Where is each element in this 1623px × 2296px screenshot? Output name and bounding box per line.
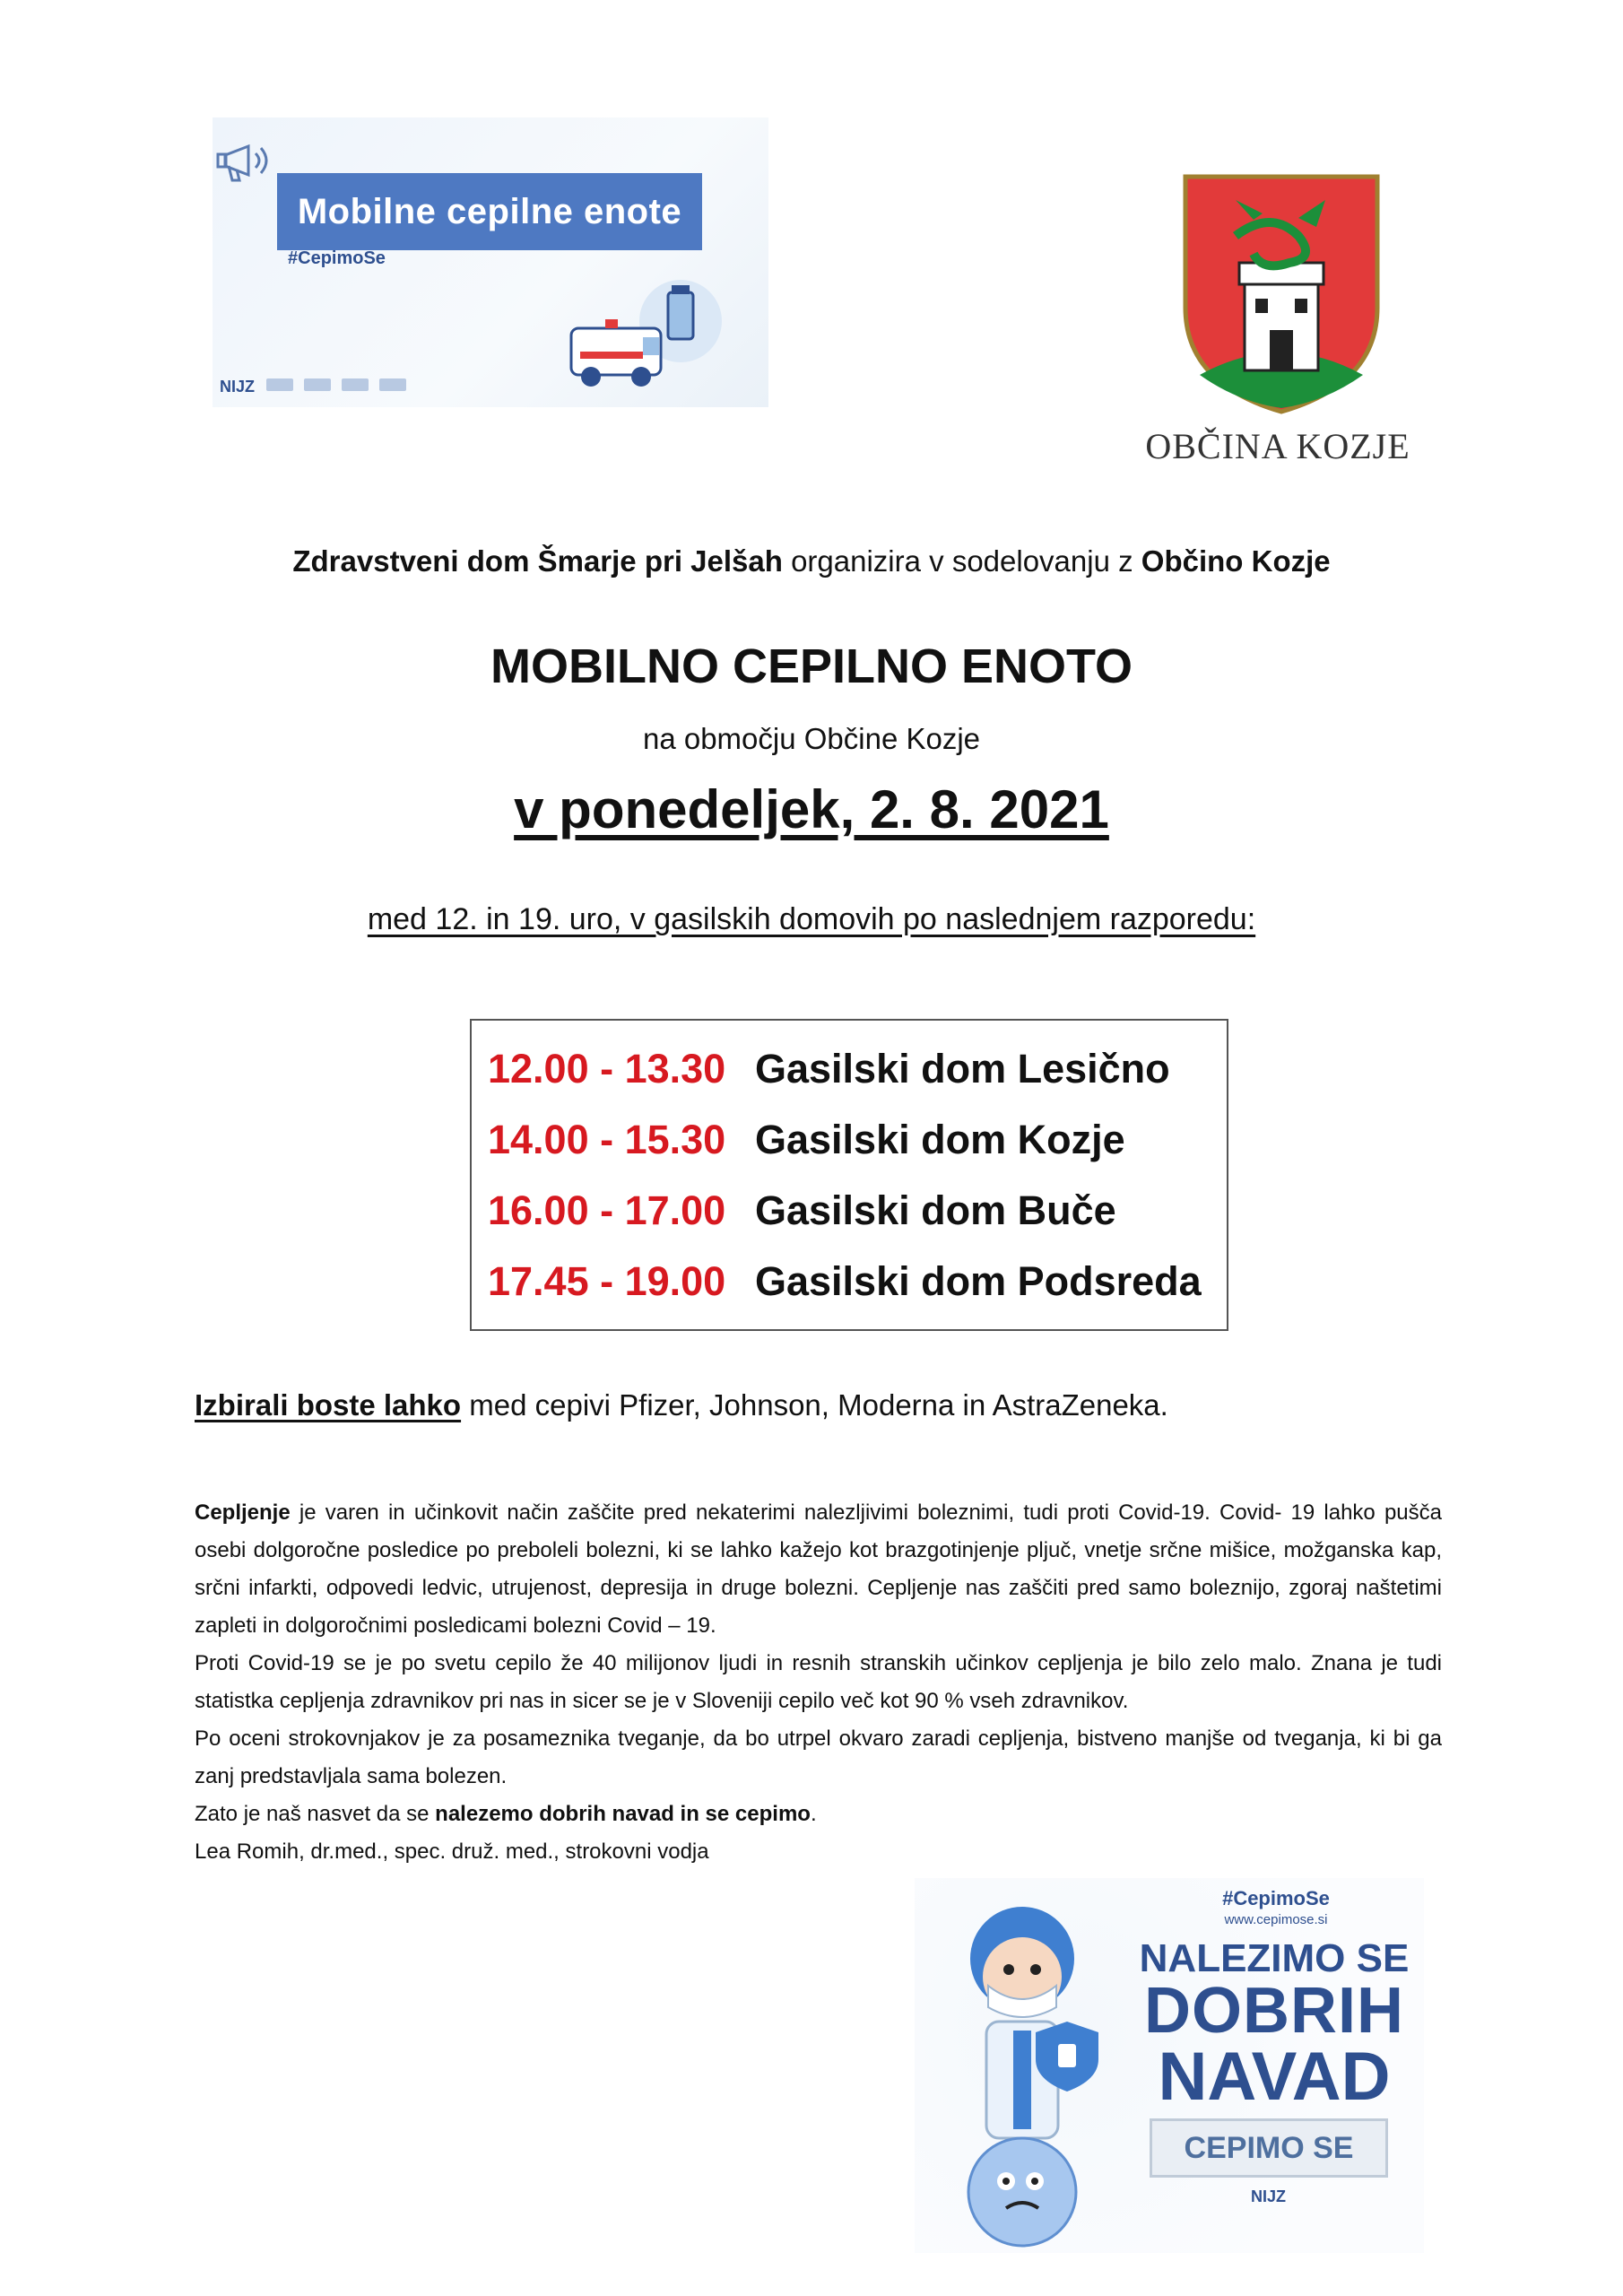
- choice-rest: med cepivi Pfizer, Johnson, Moderna in AstraZeneka.: [461, 1388, 1168, 1422]
- intro-line: [0, 544, 1623, 578]
- body-p4-end: .: [810, 1802, 817, 1826]
- poster-url: www.cepimose.si: [1224, 1912, 1328, 1927]
- timeframe-text: med 12. in 19. uro, v gasilskih domovih po naslednjem razporedu:: [367, 902, 1256, 936]
- slogan-line-3: NAVAD: [1158, 2039, 1391, 2115]
- intro-org: Zdravstveni dom Šmarje pri Jelšah: [292, 544, 783, 578]
- schedule-place: Gasilski dom Buče: [755, 1187, 1116, 1233]
- body-paragraph: Proti Covid-19 se je po svetu cepilo že 40 milijonov ljudi in resnih stranskih učinkov cepljenja je bilo zelo malo. Znana je tudi statistka cepljenja zdravnikov pri nas in sicer se je v Sloveniji cepilo več kot 90 % vseh zdravnikov.: [195, 1651, 1442, 1713]
- doctor-character-icon: [924, 1896, 1130, 2250]
- intro-partner: Občino Kozje: [1141, 544, 1331, 578]
- body-p1-text: je varen in učinkovit način zaščite pred nekaterimi nalezljivimi boleznimi, tudi proti Covid-19. Covid- 19 lahko pušča osebi dolgoročne posledice po preboleli bolezni, ki se lahko kažejo kot brazgotinjenje pljuč, vnetje srčne mišice, možganska kap, srčni infarkti, odpovedi ledvic, utrujenost, depresija in druge bolezni. Cepljenje nas zaščiti pred samo boleznijo, zgoraj naštetimi zapleti in dolgoročnimi posledicami bolezni Covid – 19.: [195, 1500, 1442, 1638]
- slogan-line-1: NALEZIMO SE: [1139, 1936, 1410, 1980]
- coat-of-arms-icon: [1182, 173, 1381, 415]
- schedule-row: [488, 1187, 1116, 1241]
- banner-hashtag: #CepimoSe: [288, 248, 386, 268]
- schedule-place: Gasilski dom Podsreda: [755, 1258, 1202, 1304]
- schedule-time: 14.00 - 15.30: [488, 1117, 726, 1162]
- schedule-time: 16.00 - 17.00: [488, 1187, 726, 1233]
- event-date-text: v ponedeljek, 2. 8. 2021: [514, 779, 1109, 839]
- poster-nijz-logo: NIJZ: [1251, 2187, 1287, 2205]
- choice-lead: Izbirali boste lahko: [195, 1388, 462, 1422]
- ambulance-icon: [562, 265, 733, 400]
- area-line: na območju Občine Kozje: [642, 722, 981, 755]
- schedule-box: [470, 1019, 1228, 1331]
- schedule-row: [488, 1258, 1202, 1312]
- body-paragraph: [195, 1796, 1442, 1833]
- vaccination-banner: [213, 117, 768, 407]
- signature: Lea Romih, dr.med., spec. druž. med., strokovni vodja: [195, 1839, 709, 1864]
- schedule-row: [488, 1046, 1170, 1100]
- poster-slogan: [1126, 1936, 1422, 2115]
- schedule-place: Gasilski dom Lesično: [755, 1046, 1170, 1091]
- schedule-row: [488, 1117, 1125, 1170]
- event-date: [0, 778, 1623, 840]
- schedule-time: 12.00 - 13.30: [488, 1046, 726, 1091]
- body-p4-bold: nalezemo dobrih navad in se cepimo: [435, 1802, 811, 1826]
- vaccine-choice-line: [195, 1388, 1168, 1422]
- page-title: MOBILNO CEPILNO ENOTO: [490, 639, 1133, 693]
- municipality-name: OBČINA KOZJE: [1145, 426, 1410, 466]
- body-p4-start: Zato je naš nasvet da se: [195, 1802, 436, 1826]
- body-paragraph: [195, 1494, 1442, 1645]
- body-p1-bold: Cepljenje: [195, 1500, 291, 1525]
- timeframe-line: [0, 902, 1623, 937]
- schedule-time: 17.45 - 19.00: [488, 1258, 726, 1304]
- poster-cepimo-se-label: CEPIMO SE: [1150, 2118, 1388, 2178]
- banner-title: Mobilne cepilne enote: [277, 173, 702, 250]
- body-paragraph: Po oceni strokovnjakov je za posameznika tveganje, da bo utrpel okvaro zaradi cepljenja, bistveno manjše od tveganja, ki bi ga zanj predstavljala sama bolezen.: [195, 1726, 1442, 1788]
- partner-logos: [266, 378, 464, 395]
- megaphone-icon: [213, 125, 284, 196]
- nijz-logo: NIJZ: [220, 378, 256, 396]
- poster-hashtag: #CepimoSe: [1222, 1887, 1330, 1909]
- intro-middle: organizira v sodelovanju z: [782, 544, 1141, 578]
- slogan-line-2: DOBRIH: [1144, 1975, 1404, 2047]
- body-text: [195, 1494, 1442, 1871]
- campaign-poster: [915, 1878, 1424, 2253]
- schedule-place: Gasilski dom Kozje: [755, 1117, 1125, 1162]
